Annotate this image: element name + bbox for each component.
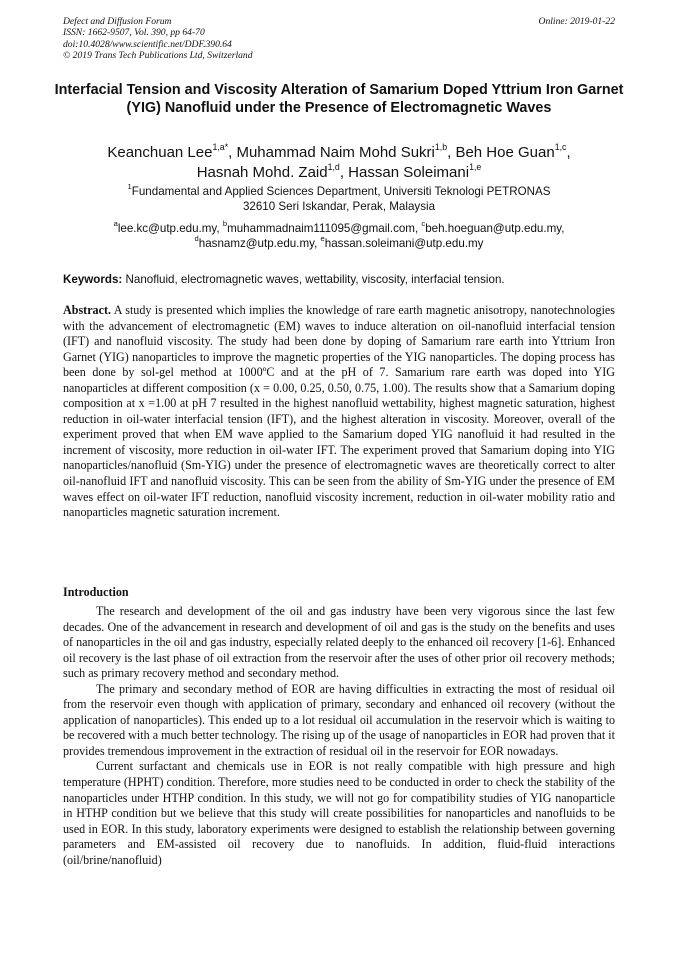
paragraph: The research and development of the oil and gas industry have been very vigorous since the last few decades. One of the advancement in research and development of oil and gas is the study on the benefits and uses of nanoparticles in the oil and gas industry, especially related deeply to the enhanced oil recovery [1-6]. Enhanced oil recovery is the last phase of oil extraction from the reservoir after the uses of other prior oil recovery methods; such as primary recovery method and secondary method.	[63, 604, 615, 681]
abstract-text: A study is presented which implies the knowledge of rare earth magnetic anisotropy, nanotechnologies with the advancement of electromagnetic (EM) waves to induce alteration on oil-nanofluid interfacial tension (IFT) and nanofluid viscosity. The study had been done by doping of Samarium rare earth into Yttrium Iron Garnet (YIG) nanoparticles to improve the magnetic properties of the YIG nanoparticles. The doping process has been done by sol-gel method at 1000ºC and at the pH of 7. Samarium rare earth was doped into YIG nanoparticles at different composition (x = 0.00, 0.25, 0.50, 0.75, 1.00). The results show that a Samarium doping composition at x =1.00 at pH 7 resulted in the highest nanofluid wettability, highest magnetic saturation, highest reduction in oil-water interfacial tension (IFT), and the highest alteration in viscosity. Moreover, overall of the experiment proved that when EM wave applied to the Samarium doped YIG nanofluid it had resulted in the increment of viscosity, more reduction in oil-water IFT. The experiment proved that Samarium doping into YIG nanoparticles/nanofluid (Sm-YIG) under the presence of electromagnetic waves are theoretically correct to alter oil-nanofluid IFT and nanofluid viscosity. This can be seen from the ability of Sm-YIG under the presence of EM waves effect on oil-water IFT reduction, nanofluid viscosity increment, reduction in oil-water mobility ratio and nanoparticles magnetic saturation increment.	[63, 303, 615, 520]
abstract-label: Abstract.	[63, 303, 112, 317]
online-date: Online: 2019-01-22	[538, 16, 615, 27]
affiliation-mark: 1	[127, 182, 132, 192]
paragraph: The primary and secondary method of EOR are having difficulties in extracting the most of residual oil from the reservoir even though with application of primary, secondary and enhanced oil recovery (without the application of nanoparticles). This ended up to a lot residual oil accumulation in the reservoir which is waiting to be recovered with a much better technology. The rising up of the usage of nanoparticles in EOR had proven that it provides tremendous improvement in the extraction of residual oil in the reservoir for EOR nowadays.	[63, 681, 615, 758]
copyright-line: © 2019 Trans Tech Publications Ltd, Switzerland	[63, 49, 253, 61]
affiliation-address: 32610 Seri Iskandar, Perak, Malaysia	[242, 200, 436, 213]
journal-name: Defect and Diffusion Forum	[63, 16, 172, 27]
author-list	[50, 143, 628, 182]
author-affil-mark: 1,e	[469, 161, 482, 172]
abstract	[63, 303, 615, 521]
email-list: $^a$lee.kc@utp.edu.my, $^b$muhammadnaim111095@gmail.com, $^c$beh.hoeguan@utp.edu.my, $^d$hasnamz@utp.edu.my, $^e$hassan.soleimani@utp.edu.my	[113, 219, 565, 250]
email-link[interactable]: beh.hoeguan@utp.edu.my	[425, 222, 562, 235]
keywords-text: Nanofluid, electromagnetic waves, wettability, viscosity, interfacial tension.	[122, 273, 505, 286]
author-affil-mark: 1,a*	[212, 142, 229, 152]
author: Muhammad Naim Mohd Sukri$^{1,b}$,	[236, 142, 456, 161]
author-affil-mark: 1,c	[554, 142, 567, 152]
author: Hasnah Mohd. Zaid$^{1,d}$,	[196, 161, 349, 181]
doi-line: doi:10.4028/www.scientific.net/DDF.390.64	[63, 38, 232, 50]
author-affil-mark: 1,d	[327, 161, 340, 172]
author-name: Hasnah Mohd. Zaid	[196, 163, 328, 181]
introduction-body	[63, 604, 615, 868]
keywords-label: Keywords:	[63, 273, 123, 286]
keywords	[63, 272, 615, 287]
affiliation	[50, 184, 628, 214]
author: Beh Hoe Guan$^{1,c}$,	[455, 142, 571, 161]
email-link[interactable]: hassan.soleimani@utp.edu.my	[324, 237, 484, 250]
author-name: Hassan Soleimani	[348, 163, 470, 181]
author-name: Muhammad Naim Mohd Sukri	[236, 144, 435, 161]
issn-line: ISSN: 1662-9507, Vol. 390, pp 64-70	[63, 27, 205, 39]
author-name: Keanchuan Lee	[107, 144, 213, 161]
affiliation-line: Fundamental and Applied Sciences Department, Universiti Teknologi PETRONAS	[131, 185, 551, 198]
section-heading: Introduction	[63, 585, 129, 599]
author	[348, 161, 482, 181]
email-link[interactable]: muhammadnaim111095@gmail.com	[227, 222, 415, 235]
email-link[interactable]: hasnamz@utp.edu.my	[198, 237, 315, 250]
author-affil-mark: 1,b	[434, 142, 448, 152]
journal-header	[63, 16, 615, 61]
author-name: Beh Hoe Guan	[455, 144, 555, 161]
author: Keanchuan Lee$^{1,a*}$,	[107, 142, 237, 161]
paper-title: Interfacial Tension and Viscosity Alteration of Samarium Doped Yttrium Iron Garnet (YIG) Nanofluid under the Presence of Electromagnetic Waves	[54, 82, 624, 117]
paragraph: Current surfactant and chemicals use in EOR is not really compatible with high pressure and high temperature (HPHT) condition. Therefore, more studies need to be conducted in order to check the stability of the nanoparticles under HTHP condition. In this study, we will not go for compatibility studies of YIG nanoparticle in HTHP condition but we believe that this study will create possibilities for nanoparticles and nanofluids to be used in EOR. In this study, laboratory experiments were designed to establish the relationship between governing parameters and EM-assisted oil recovery due to nanofluids. In addition, fluid-fluid interactions (oil/brine/nanofluid)	[63, 759, 615, 867]
email-link[interactable]: lee.kc@utp.edu.my	[117, 222, 217, 235]
